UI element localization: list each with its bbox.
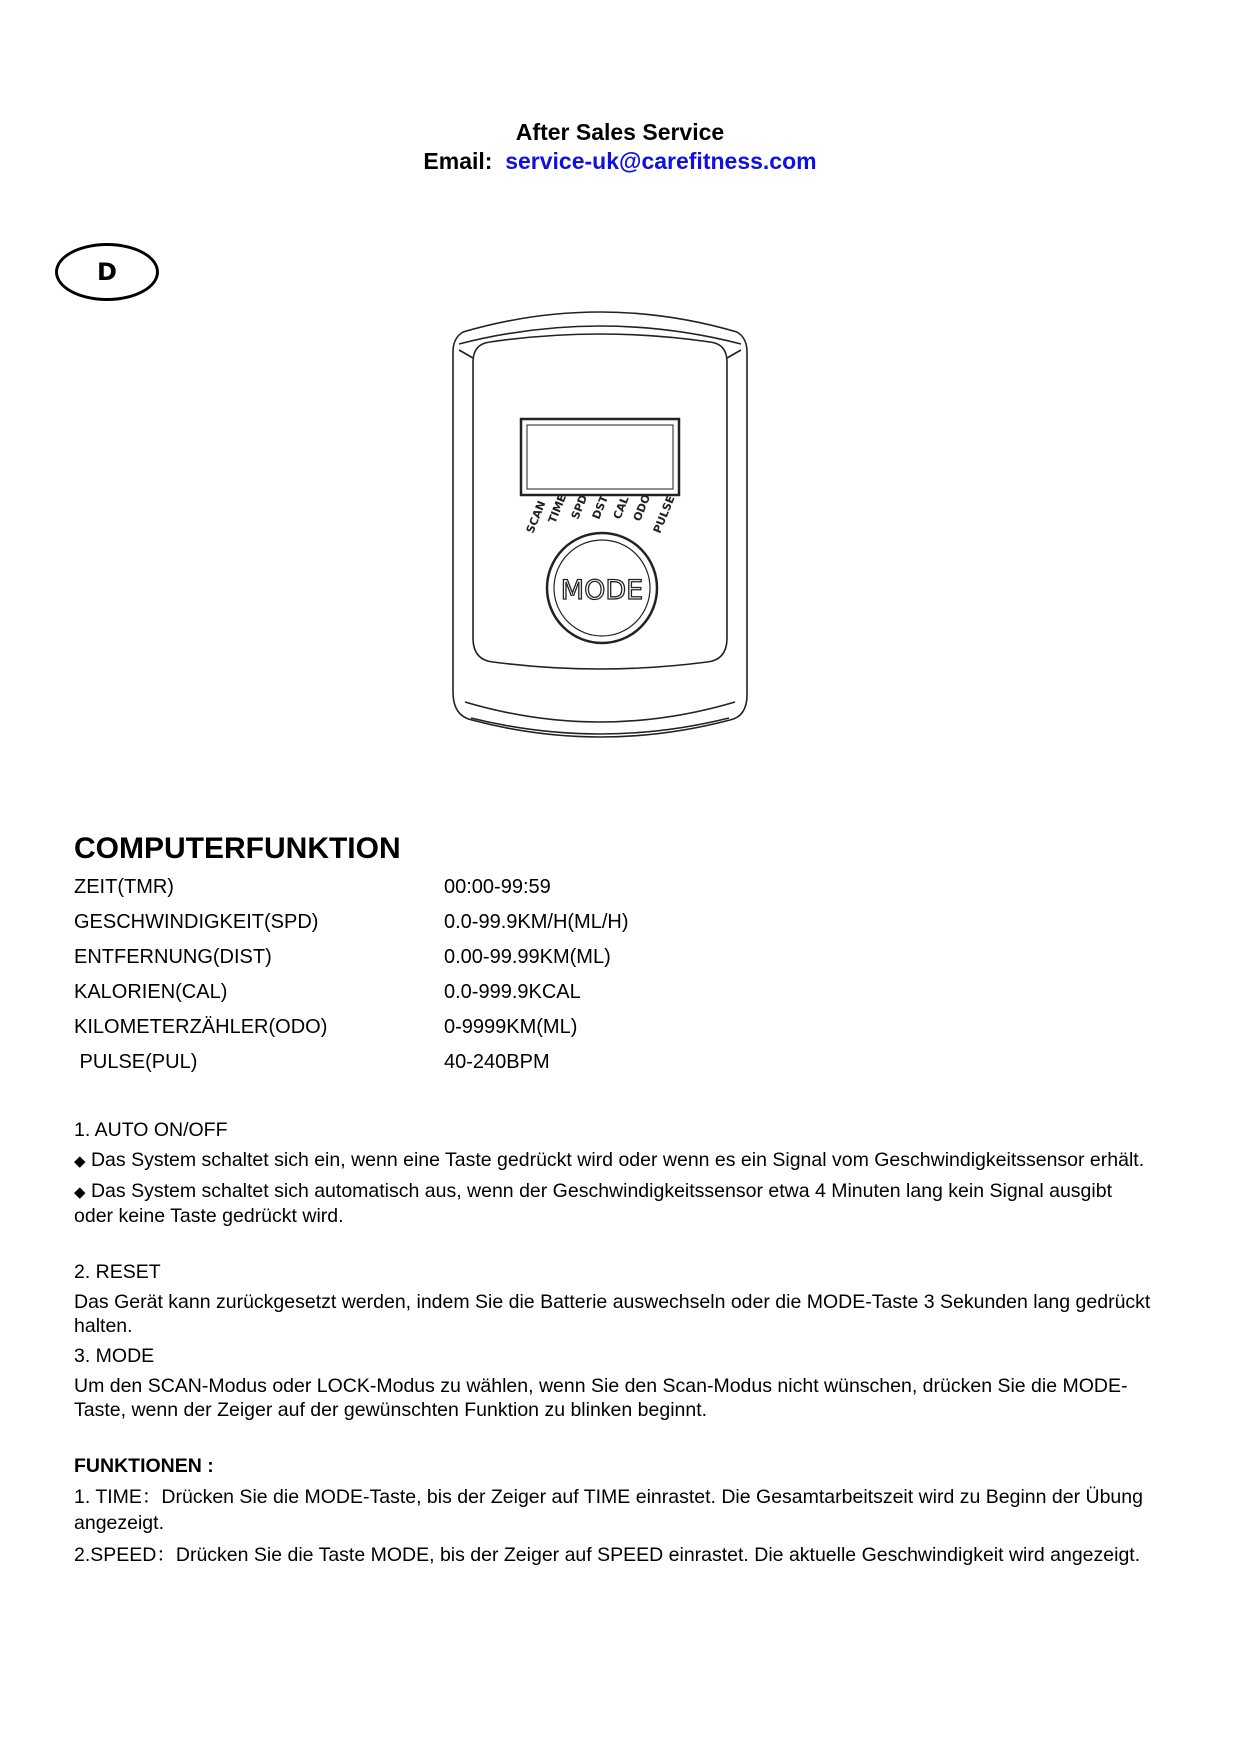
lcd-display: [521, 419, 679, 495]
spec-label: GESCHWINDIGKEIT(SPD): [74, 911, 319, 933]
header-title: After Sales Service: [515, 119, 725, 145]
spec-value: 0.00-99.99KM(ML): [444, 946, 611, 968]
spec-label: ZEIT(TMR): [74, 876, 174, 898]
spec-value: 0.0-999.9KCAL: [444, 981, 581, 1003]
mode-text: Um den SCAN-Modus oder LOCK-Modus zu wählen, wenn Sie den Scan-Modus nicht wünschen, drücken Sie die MODE-Taste, wenn der Zeiger auf der gewünschten Funktion zu blinken beginnt.: [74, 1375, 1128, 1421]
header-email-line: [0, 147, 1240, 176]
spec-row: [74, 911, 629, 946]
indicator-pulse: PULSE: [650, 493, 678, 536]
functions-heading: FUNKTIONEN :: [74, 1455, 214, 1477]
auto-heading: 1. AUTO ON/OFF: [74, 1119, 228, 1141]
spec-row: [74, 1051, 629, 1086]
instructions: [74, 1118, 1154, 1568]
spec-row: [74, 1016, 629, 1051]
auto-bullet: [74, 1179, 1154, 1228]
spec-label: KILOMETERZÄHLER(ODO): [74, 1016, 328, 1038]
function-item: 1. TIME：Drücken Sie die MODE-Taste, bis der Zeiger auf TIME einrastet. Die Gesamtarbeitszeit wird zu Beginn der Übung angezeigt.: [74, 1486, 1143, 1534]
spec-table: [74, 876, 629, 1086]
spec-value: 00:00-99:59: [444, 876, 551, 898]
section-title: COMPUTERFUNKTION: [74, 832, 401, 865]
spec-value: 0-9999KM(ML): [444, 1016, 578, 1038]
reset-heading: 2. RESET: [74, 1261, 161, 1283]
function-item: 2.SPEED：Drücken Sie die Taste MODE, bis der Zeiger auf SPEED einrastet. Die aktuelle Geschwindigkeit wird angezeigt.: [74, 1544, 1141, 1566]
spec-row: [74, 981, 629, 1016]
spec-label: PULSE(PUL): [74, 1051, 198, 1073]
bullet-diamond-icon: ◆: [74, 1152, 86, 1170]
reset-text: Das Gerät kann zurückgesetzt werden, indem Sie die Batterie auswechseln oder die MODE-Taste 3 Sekunden lang gedrückt halten.: [74, 1291, 1151, 1337]
spec-label: ENTFERNUNG(DIST): [74, 946, 272, 968]
mode-button-label: MODE: [560, 575, 644, 606]
indicator-scan: SCAN: [523, 498, 549, 536]
page-header: [0, 118, 1240, 176]
language-badge: [55, 243, 159, 301]
indicator-spd: SPD: [568, 492, 591, 522]
mode-heading: 3. MODE: [74, 1345, 155, 1367]
console-shell-rim: [459, 326, 741, 344]
auto-bullet-text: Das System schaltet sich ein, wenn eine Taste gedrückt wird oder wenn es ein Signal vom Geschwindigkeitssensor erhält.: [90, 1149, 1145, 1171]
spec-value: 40-240BPM: [444, 1051, 550, 1073]
email-link[interactable]: service-uk@carefitness.com: [505, 148, 817, 174]
bullet-diamond-icon: ◆: [74, 1183, 86, 1201]
indicator-time: TIME: [545, 492, 570, 526]
console-base: [465, 702, 735, 722]
auto-bullet-text: Das System schaltet sich automatisch aus, wenn der Geschwindigkeitssensor etwa 4 Minuten lang kein Signal ausgibt oder keine Taste gedrückt wird.: [74, 1180, 1112, 1227]
email-label: Email:: [423, 148, 493, 174]
indicator-odo: ODO: [630, 492, 654, 524]
indicator-dst: DST: [589, 493, 611, 522]
language-badge-label: D: [97, 258, 117, 286]
spec-value: 0.0-99.9KM/H(ML/H): [444, 911, 629, 933]
auto-bullet: [74, 1148, 1154, 1173]
indicator-labels: [524, 492, 678, 535]
spec-row: [74, 876, 629, 911]
spec-row: [74, 946, 629, 981]
spec-label: KALORIEN(CAL): [74, 981, 228, 1003]
indicator-cal: CAL: [610, 494, 632, 522]
console-illustration: [445, 302, 765, 777]
console-outer-shell: [453, 312, 747, 737]
